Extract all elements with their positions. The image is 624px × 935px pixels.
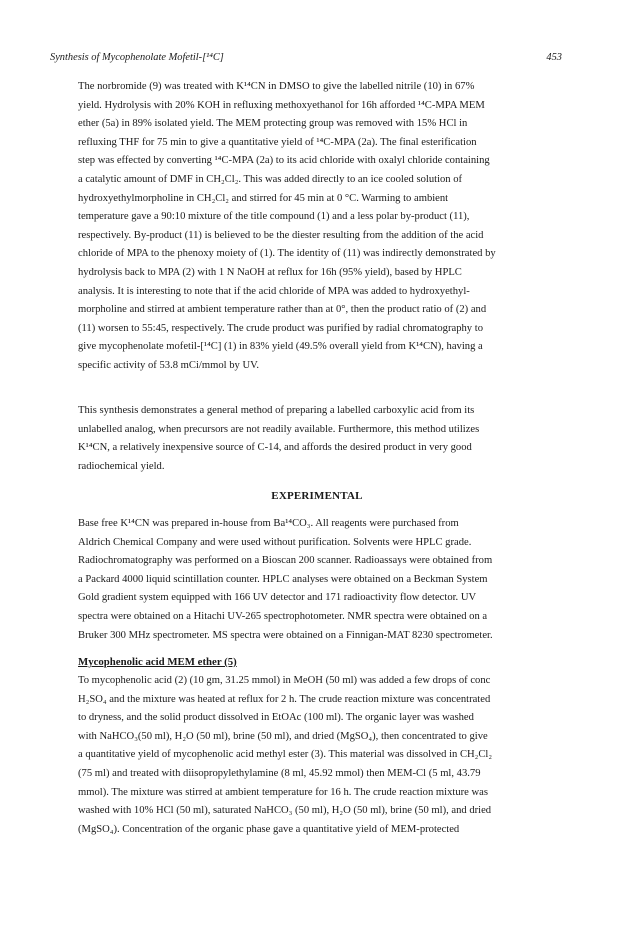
- summary-paragraph: [78, 402, 556, 476]
- text-line: (75 ml) and treated with diisopropylethylamine (8 ml, 45.92 mmol) then MEM-Cl (5 ml, 43.79: [78, 767, 481, 779]
- text-line: respectively. By-product (11) is believed to be the diester resulting from the addition of the acid: [78, 229, 484, 241]
- page-number: 453: [546, 52, 562, 63]
- text-line: a catalytic amount of DMF in CH₂Cl₂. This was added directly to an ice cooled solution of: [78, 173, 463, 185]
- text-line: a quantitative yield of mycophenolic acid methyl ester (3). This material was dissolved in CH₂Cl₂: [78, 749, 493, 761]
- text-line: Base free K¹⁴CN was prepared in-house from Ba¹⁴CO₃. All reagents were purchased from: [78, 518, 459, 529]
- section-heading: EXPERIMENTAL: [271, 490, 363, 502]
- text-line: (11) worsen to 55:45, respectively. The crude product was purified by radial chromatography to: [78, 322, 483, 334]
- text-line: K¹⁴CN, a relatively inexpensive source of C-14, and affords the desired product in very good: [78, 442, 472, 454]
- text-line: spectra were obtained on a Hitachi UV-265 spectrophotometer. NMR spectra were obtained on a: [78, 610, 488, 622]
- text-line: Aldrich Chemical Company and were used without purification. Solvents were HPLC grade.: [78, 536, 472, 548]
- text-line: with NaHCO₃(50 ml), H₂O (50 ml), brine (50 ml), and dried (MgSO₄), then concentrated to give: [78, 730, 488, 742]
- text-line: step was effected by converting ¹⁴C-MPA (2a) to its acid chloride with oxalyl chloride containing: [78, 155, 490, 167]
- procedure-paragraph: [78, 672, 556, 839]
- text-line: Gold gradient system equipped with 166 UV detector and 171 radioactivity flow detector. UV: [78, 592, 477, 604]
- text-line: washed with 10% HCl (50 ml), saturated NaHCO₃ (50 ml), H₂O (50 ml), brine (50 ml), and dried: [78, 805, 492, 817]
- running-head-title: Synthesis of Mycophenolate Mofetil-[¹⁴C]: [50, 52, 224, 63]
- text-line: specific activity of 53.8 mCi/mmol by UV.: [78, 359, 260, 371]
- experimental-paragraph: [78, 515, 556, 645]
- procedure-subheading: Mycophenolic acid MEM ether (5): [78, 656, 237, 668]
- text-line: refluxing THF for 75 min to give a quantitative yield of ¹⁴C-MPA (2a). The final esterification: [78, 136, 477, 148]
- text-line: Bruker 300 MHz spectrometer. MS spectra were obtained on a Finnigan-MAT 8230 spectrometer.: [78, 629, 493, 641]
- text-line: morpholine and stirred at ambient temperature rather than at 0°, then the product ratio of (2) and: [78, 304, 487, 316]
- text-line: temperature gave a 90:10 mixture of the title compound (1) and a less polar by-product (11),: [78, 211, 470, 223]
- text-line: yield. Hydrolysis with 20% KOH in refluxing methoxyethanol for 16h afforded ¹⁴C-MPA MEM: [78, 99, 485, 111]
- text-line: ether (5a) in 89% isolated yield. The MEM protecting group was removed with 15% HCl in: [78, 118, 468, 130]
- running-head: [50, 52, 562, 68]
- text-line: This synthesis demonstrates a general method of preparing a labelled carboxylic acid from its: [78, 405, 475, 416]
- text-line: (MgSO₄). Concentration of the organic phase gave a quantitative yield of MEM-protected: [78, 823, 460, 835]
- text-line: mmol). The mixture was stirred at ambient temperature for 16 h. The crude reaction mixture was: [78, 786, 488, 798]
- text-line: hydroxyethylmorpholine in CH₂Cl₂ and stirred for 45 min at 0 °C. Warming to ambient: [78, 192, 449, 204]
- text-line: H₂SO₄ and the mixture was heated at reflux for 2 h. The crude reaction mixture was concentrated: [78, 693, 491, 705]
- text-line: To mycophenolic acid (2) (10 gm, 31.25 mmol) in MeOH (50 ml) was added a few drops of conc: [78, 675, 491, 686]
- text-line: analysis. It is interesting to note that if the acid chloride of MPA was added to hydroxyethyl-: [78, 285, 470, 297]
- text-line: The norbromide (9) was treated with K¹⁴CN in DMSO to give the labelled nitrile (10) in 67%: [78, 81, 475, 92]
- text-line: Radiochromatography was performed on a Bioscan 200 scanner. Radioassays were obtained from: [78, 555, 493, 567]
- text-line: hydrolysis back to MPA (2) with 1 N NaOH at reflux for 16h (95% yield), based by HPLC: [78, 266, 462, 278]
- text-line: give mycophenolate mofetil-[¹⁴C] (1) in 83% yield (49.5% overall yield from K¹⁴CN), having a: [78, 341, 483, 353]
- text-line: unlabelled analog, when precursors are not readily available. Furthermore, this method utilizes: [78, 423, 480, 435]
- text-line: radiochemical yield.: [78, 460, 165, 472]
- text-line: chloride of MPA to the phenoxy moiety of (1). The identity of (11) was indirectly demonstrated by: [78, 248, 496, 260]
- results-paragraph: [78, 78, 556, 376]
- text-line: to dryness, and the solid product dissolved in EtOAc (100 ml). The organic layer was washed: [78, 712, 474, 724]
- text-line: a Packard 4000 liquid scintillation counter. HPLC analyses were obtained on a Beckman System: [78, 573, 488, 585]
